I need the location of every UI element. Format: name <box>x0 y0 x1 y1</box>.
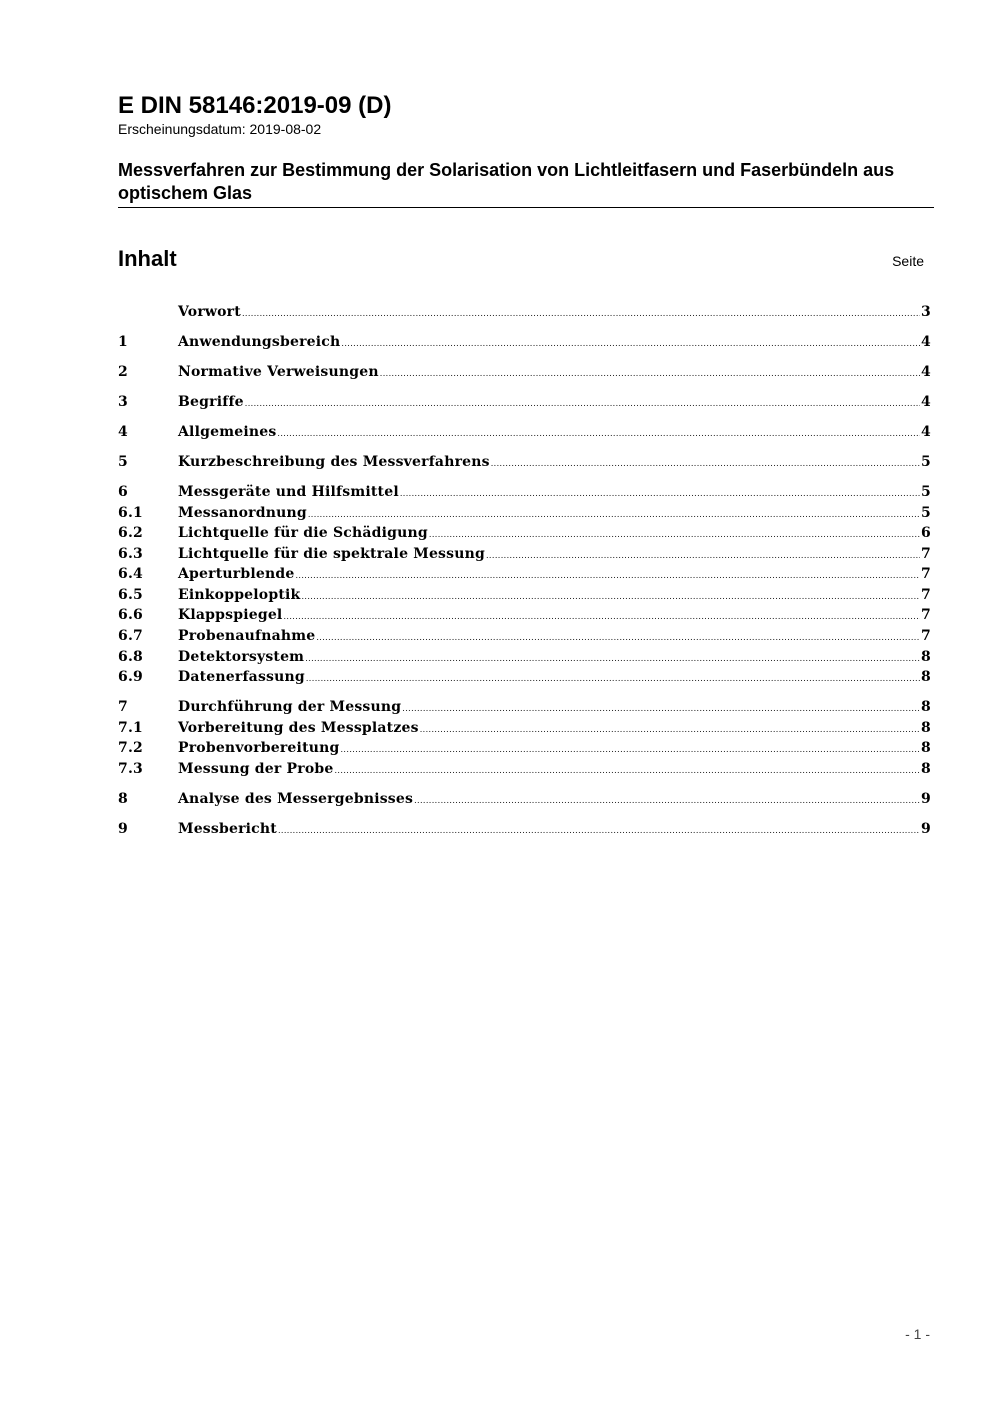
toc-entry[interactable] <box>118 544 931 565</box>
toc-entry-title: Detektorsystem <box>178 648 305 665</box>
toc-entry[interactable] <box>118 523 931 544</box>
page-number: - 1 - <box>905 1326 930 1342</box>
toc-entry-page: 7 <box>921 607 931 624</box>
toc-entry-title: Messanordnung <box>178 504 307 521</box>
toc-entry-number: 6.7 <box>118 628 143 645</box>
toc-entry[interactable] <box>118 452 931 473</box>
toc-leader-dots <box>414 791 920 812</box>
toc-entry-number: 9 <box>118 820 128 837</box>
toc-entry-page: 8 <box>921 761 931 778</box>
toc-entry-title: Klappspiegel <box>178 607 283 624</box>
toc-leader-dots <box>308 505 920 526</box>
toc-entry-page: 3 <box>921 304 931 320</box>
toc-entry-number: 1 <box>118 333 128 350</box>
toc-entry[interactable] <box>118 392 931 413</box>
toc-entry-number: 7 <box>118 699 128 716</box>
toc-entry[interactable] <box>118 718 931 739</box>
toc-entry-title: Durchführung der Messung <box>178 699 402 716</box>
toc-entry[interactable] <box>118 302 931 323</box>
toc-leader-dots <box>402 699 920 720</box>
toc-entry-number: 6.4 <box>118 566 143 583</box>
toc-entry[interactable] <box>118 564 931 585</box>
toc-entry-number: 5 <box>118 453 128 470</box>
toc-leader-dots <box>278 821 920 842</box>
toc-entry-number: 6.5 <box>118 586 143 603</box>
toc-entry-page: 5 <box>921 483 931 500</box>
toc-leader-dots <box>429 525 920 546</box>
toc-entry-number: 3 <box>118 393 128 410</box>
toc-entry-title: Datenerfassung <box>178 669 305 686</box>
toc-entry-page: 8 <box>921 740 931 757</box>
toc-entry-title: Messgeräte und Hilfsmittel <box>178 483 399 500</box>
toc-leader-dots <box>301 587 920 608</box>
toc-leader-dots <box>277 424 920 445</box>
toc-leader-dots <box>486 546 920 567</box>
toc-entry[interactable] <box>118 738 931 759</box>
toc-entry-number: 6 <box>118 483 128 500</box>
toc-entry-number: 6.2 <box>118 525 143 542</box>
toc-entry[interactable] <box>118 789 931 810</box>
toc-entry-page: 5 <box>921 504 931 521</box>
toc-entry-title: Einkoppeloptik <box>178 586 301 603</box>
toc-entry[interactable] <box>118 626 931 647</box>
toc-page-column-label: Seite <box>892 253 924 269</box>
toc-entry[interactable] <box>118 647 931 668</box>
toc-entry-page: 7 <box>921 545 931 562</box>
toc-leader-dots <box>306 669 920 690</box>
toc-leader-dots <box>420 720 920 741</box>
toc-leader-dots <box>242 304 920 325</box>
toc-entry-page: 8 <box>921 648 931 665</box>
toc-entry[interactable] <box>118 759 931 780</box>
toc-leader-dots <box>380 364 920 385</box>
toc-leader-dots <box>245 394 920 415</box>
toc-entry-title: Anwendungsbereich <box>178 333 341 350</box>
toc-entry-number: 6.3 <box>118 545 143 562</box>
toc-entry-title: Lichtquelle für die Schädigung <box>178 525 428 542</box>
toc-leader-dots <box>305 649 920 670</box>
toc-entry-title: Analyse des Messergebnisses <box>178 791 414 807</box>
toc-entry-page: 7 <box>921 628 931 645</box>
toc-entry-number: 6.9 <box>118 669 143 686</box>
toc-entry-page: 4 <box>921 393 931 410</box>
toc-entry[interactable] <box>118 667 931 688</box>
toc-entry-title: Lichtquelle für die spektrale Messung <box>178 545 485 562</box>
toc-leader-dots <box>283 607 920 628</box>
toc-entry-number: 7.1 <box>118 719 143 736</box>
toc-entry-title: Vorbereitung des Messplatzes <box>178 719 419 736</box>
toc-entry-title: Messbericht <box>178 820 277 837</box>
toc-heading: Inhalt <box>118 246 177 271</box>
document-id: E DIN 58146:2019-09 (D) <box>118 92 392 119</box>
publication-date: Erscheinungsdatum: 2019-08-02 <box>118 121 322 137</box>
toc-entry-number: 8 <box>118 791 128 807</box>
toc-entry-title: Normative Verweisungen <box>178 363 379 380</box>
toc-leader-dots <box>491 454 920 475</box>
toc-entry-number: 7.3 <box>118 761 143 778</box>
toc-entry-page: 8 <box>921 719 931 736</box>
toc-entry[interactable] <box>118 332 931 353</box>
toc-entry-title: Aperturblende <box>178 566 295 583</box>
toc-entry[interactable] <box>118 362 931 383</box>
toc-entry-title: Kurzbeschreibung des Messverfahrens <box>178 453 490 470</box>
toc-entry-number: 6.1 <box>118 504 143 521</box>
toc-entry-page: 6 <box>921 525 931 542</box>
toc-entry-page: 4 <box>921 363 931 380</box>
toc-entry[interactable] <box>118 697 931 718</box>
toc-entry-number: 6.8 <box>118 648 143 665</box>
toc-entry-page: 9 <box>921 820 931 837</box>
document-header <box>118 92 934 138</box>
toc-entry-page: 4 <box>921 333 931 350</box>
toc-leader-dots <box>295 566 920 587</box>
toc-entry-page: 5 <box>921 453 931 470</box>
toc-leader-dots <box>334 761 920 782</box>
toc-entry[interactable] <box>118 482 931 503</box>
toc-entry-number: 2 <box>118 363 128 380</box>
toc-entry-number: 6.6 <box>118 607 143 624</box>
toc-entry-page: 7 <box>921 566 931 583</box>
toc-entry[interactable] <box>118 819 931 840</box>
toc-entry[interactable] <box>118 503 931 524</box>
toc-entry-page: 8 <box>921 669 931 686</box>
toc-entry-title: Allgemeines <box>178 423 277 440</box>
toc-entry-title: Begriffe <box>178 393 244 410</box>
toc-leader-dots <box>341 334 920 355</box>
toc-leader-dots <box>316 628 920 649</box>
document-title: Messverfahren zur Bestimmung der Solarisation von Lichtleitfasern und Faserbündeln aus optischem Glas <box>118 159 934 208</box>
toc-entry-title: Probenvorbereitung <box>178 740 340 757</box>
toc-entry-page: 8 <box>921 699 931 716</box>
toc-leader-dots <box>340 740 920 761</box>
toc-entry-title: Vorwort <box>178 304 241 320</box>
table-of-contents <box>118 302 931 840</box>
toc-entry-number: 4 <box>118 423 128 440</box>
toc-entry[interactable] <box>118 422 931 443</box>
toc-entry-title: Probenaufnahme <box>178 628 316 645</box>
toc-entry[interactable] <box>118 585 931 606</box>
toc-entry-title: Messung der Probe <box>178 761 334 778</box>
toc-entry-page: 4 <box>921 423 931 440</box>
toc-entry[interactable] <box>118 605 931 626</box>
toc-entry-page: 9 <box>921 791 931 807</box>
toc-entry-page: 7 <box>921 586 931 603</box>
toc-leader-dots <box>400 484 920 505</box>
toc-entry-number: 7.2 <box>118 740 143 757</box>
